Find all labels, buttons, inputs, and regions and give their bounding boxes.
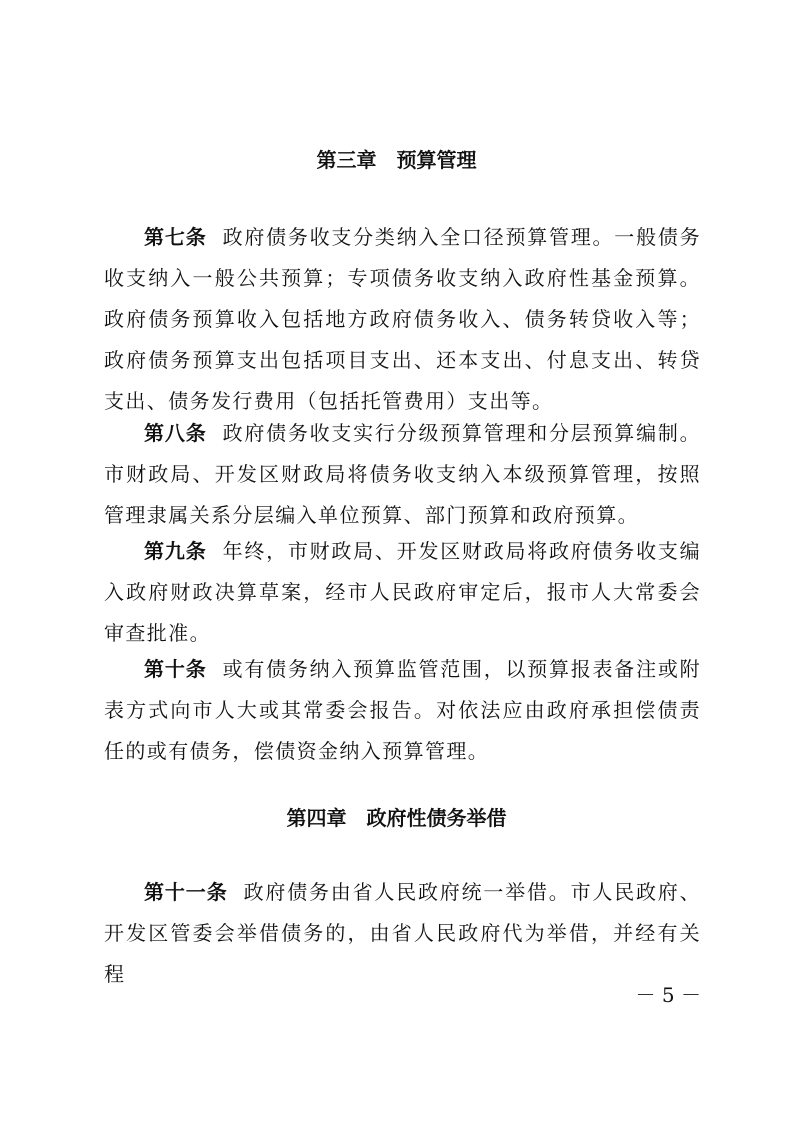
- article-10: [104, 649, 701, 772]
- article-7-text: 政府债务收支分类纳入全口径预算管理。一般债务收支纳入一般公共预算；专项债务收支纳入政府性基金预算。政府债务预算收入包括地方政府债务收入、债务转贷收入等；政府债务预算支出包括项目支出、还本支出、付息支出、转贷支出、债务发行费用（包括托管费用）支出等。: [104, 225, 701, 413]
- article-11-heading: 第十一条: [144, 880, 228, 904]
- article-11: [104, 872, 701, 995]
- article-8-text: 政府债务收支实行分级预算管理和分层预算编制。市财政局、开发区财政局将债务收支纳入本级预算管理，按照管理隶属关系分层编入单位预算、部门预算和政府预算。: [104, 421, 701, 527]
- article-10-heading: 第十条: [144, 657, 207, 681]
- article-7-heading: 第七条: [144, 225, 207, 249]
- article-9: [104, 531, 701, 654]
- article-11-text: 政府债务由省人民政府统一举借。市人民政府、开发区管委会举借债务的，由省人民政府代为举借，并经有关程: [104, 880, 702, 986]
- page-number: － 5 －: [635, 983, 701, 1007]
- article-9-text: 年终，市财政局、开发区财政局将政府债务收支编入政府财政决算草案，经市人民政府审定后，报市人大常委会审查批准。: [104, 539, 701, 645]
- article-8-heading: 第八条: [144, 421, 207, 445]
- chapter-title-3: 第三章 预算管理: [316, 148, 477, 172]
- article-10-text: 或有债务纳入预算监管范围，以预算报表备注或附表方式向市人大或其常委会报告。对依法应由政府承担偿债责任的或有债务，偿债资金纳入预算管理。: [104, 657, 701, 763]
- article-9-heading: 第九条: [144, 539, 207, 563]
- article-7: [104, 217, 701, 422]
- article-8: [104, 413, 701, 536]
- chapter-title-4: 第四章 政府性债务举借: [286, 806, 507, 830]
